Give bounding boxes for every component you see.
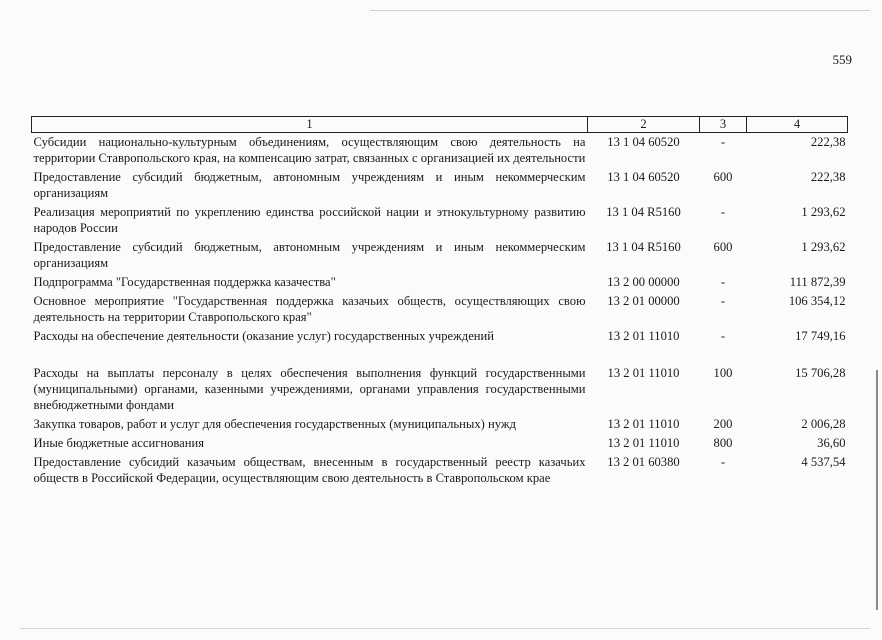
- row-description: Предоставление субсидий бюджетным, автономным учреждениям и иным некоммерческим организациям: [33, 170, 586, 200]
- row-code: 13 2 00 00000: [607, 275, 680, 289]
- table-row: [32, 364, 848, 415]
- row-description: Подпрограмма "Государственная поддержка казачества": [33, 275, 336, 289]
- row-amount: 36,60: [817, 436, 846, 450]
- scan-edge-bottom: [20, 628, 870, 629]
- table-row: [32, 327, 848, 364]
- row-amount: 111 872,39: [789, 275, 846, 289]
- table-row: [32, 415, 848, 434]
- row-description: Основное мероприятие "Государственная поддержка казачьих обществ, осуществляющих свою деятельность на территории Ставропольского края": [33, 294, 586, 324]
- table-row: [32, 434, 848, 453]
- row-kind: -: [720, 294, 726, 308]
- header-col-3: 3: [700, 117, 747, 133]
- row-kind: -: [720, 205, 726, 219]
- row-kind: -: [720, 329, 726, 343]
- row-code: 13 1 04 60520: [607, 170, 680, 184]
- row-kind: -: [720, 135, 726, 149]
- table-row: [32, 133, 848, 169]
- table-row: [32, 238, 848, 273]
- scan-edge-top: [370, 10, 870, 11]
- row-description: Предоставление субсидий казачьим обществам, внесенным в государственный реестр казачьих обществ в Российской Федерации, осуществляющим свою деятельность в Ставропольском крае: [33, 455, 586, 485]
- table-row: [32, 168, 848, 203]
- row-amount: 15 706,28: [795, 366, 846, 380]
- row-code: 13 2 01 11010: [607, 417, 680, 431]
- row-amount: 222,38: [810, 170, 846, 184]
- row-kind: 200: [713, 417, 733, 431]
- header-col-2: 2: [588, 117, 700, 133]
- row-description: Расходы на выплаты персоналу в целях обеспечения выполнения функций государственными (муниципальными) органами, казенными учреждениями, органами управления государственными внебюджетными фондами: [33, 366, 586, 412]
- row-description: Иные бюджетные ассигнования: [33, 436, 205, 450]
- row-description: Субсидии национально-культурным объединениям, осуществляющим свою деятельность на территории Ставропольского края, на компенсацию затрат, связанных с организацией их деятельности: [33, 135, 586, 165]
- table-row: [32, 273, 848, 292]
- table-header-row: [32, 117, 848, 133]
- header-col-4: 4: [747, 117, 848, 133]
- table-row: [32, 203, 848, 238]
- row-code: 13 2 01 11010: [607, 436, 680, 450]
- budget-table: [31, 116, 848, 488]
- row-code: 13 2 01 11010: [607, 329, 680, 343]
- row-description: Расходы на обеспечение деятельности (оказание услуг) государственных учреждений: [33, 329, 495, 343]
- row-amount: 1 293,62: [801, 205, 846, 219]
- row-code: 13 2 01 00000: [607, 294, 680, 308]
- row-code: 13 2 01 11010: [607, 366, 680, 380]
- scan-edge-right: [876, 370, 878, 610]
- header-col-1: 1: [32, 117, 588, 133]
- row-amount: 1 293,62: [801, 240, 846, 254]
- row-kind: 600: [713, 240, 733, 254]
- page-number: 559: [832, 52, 852, 67]
- row-kind: 800: [713, 436, 733, 450]
- row-description: Закупка товаров, работ и услуг для обеспечения государственных (муниципальных) нужд: [33, 417, 516, 431]
- table-row: [32, 453, 848, 488]
- row-code: 13 1 04 R5160: [606, 205, 681, 219]
- row-amount: 17 749,16: [795, 329, 846, 343]
- row-amount: 106 354,12: [788, 294, 846, 308]
- row-kind: 100: [713, 366, 733, 380]
- row-description: Реализация мероприятий по укреплению единства российской нации и этнокультурному развитию народов России: [33, 205, 586, 235]
- row-code: 13 1 04 60520: [607, 135, 680, 149]
- row-code: 13 1 04 R5160: [606, 240, 681, 254]
- row-amount: 222,38: [810, 135, 846, 149]
- row-kind: 600: [713, 170, 733, 184]
- row-kind: -: [720, 455, 726, 469]
- row-code: 13 2 01 60380: [607, 455, 680, 469]
- row-amount: 4 537,54: [801, 455, 846, 469]
- row-description: Предоставление субсидий бюджетным, автономным учреждениям и иным некоммерческим организациям: [33, 240, 586, 270]
- row-kind: -: [720, 275, 726, 289]
- row-amount: 2 006,28: [801, 417, 846, 431]
- table-row: [32, 292, 848, 327]
